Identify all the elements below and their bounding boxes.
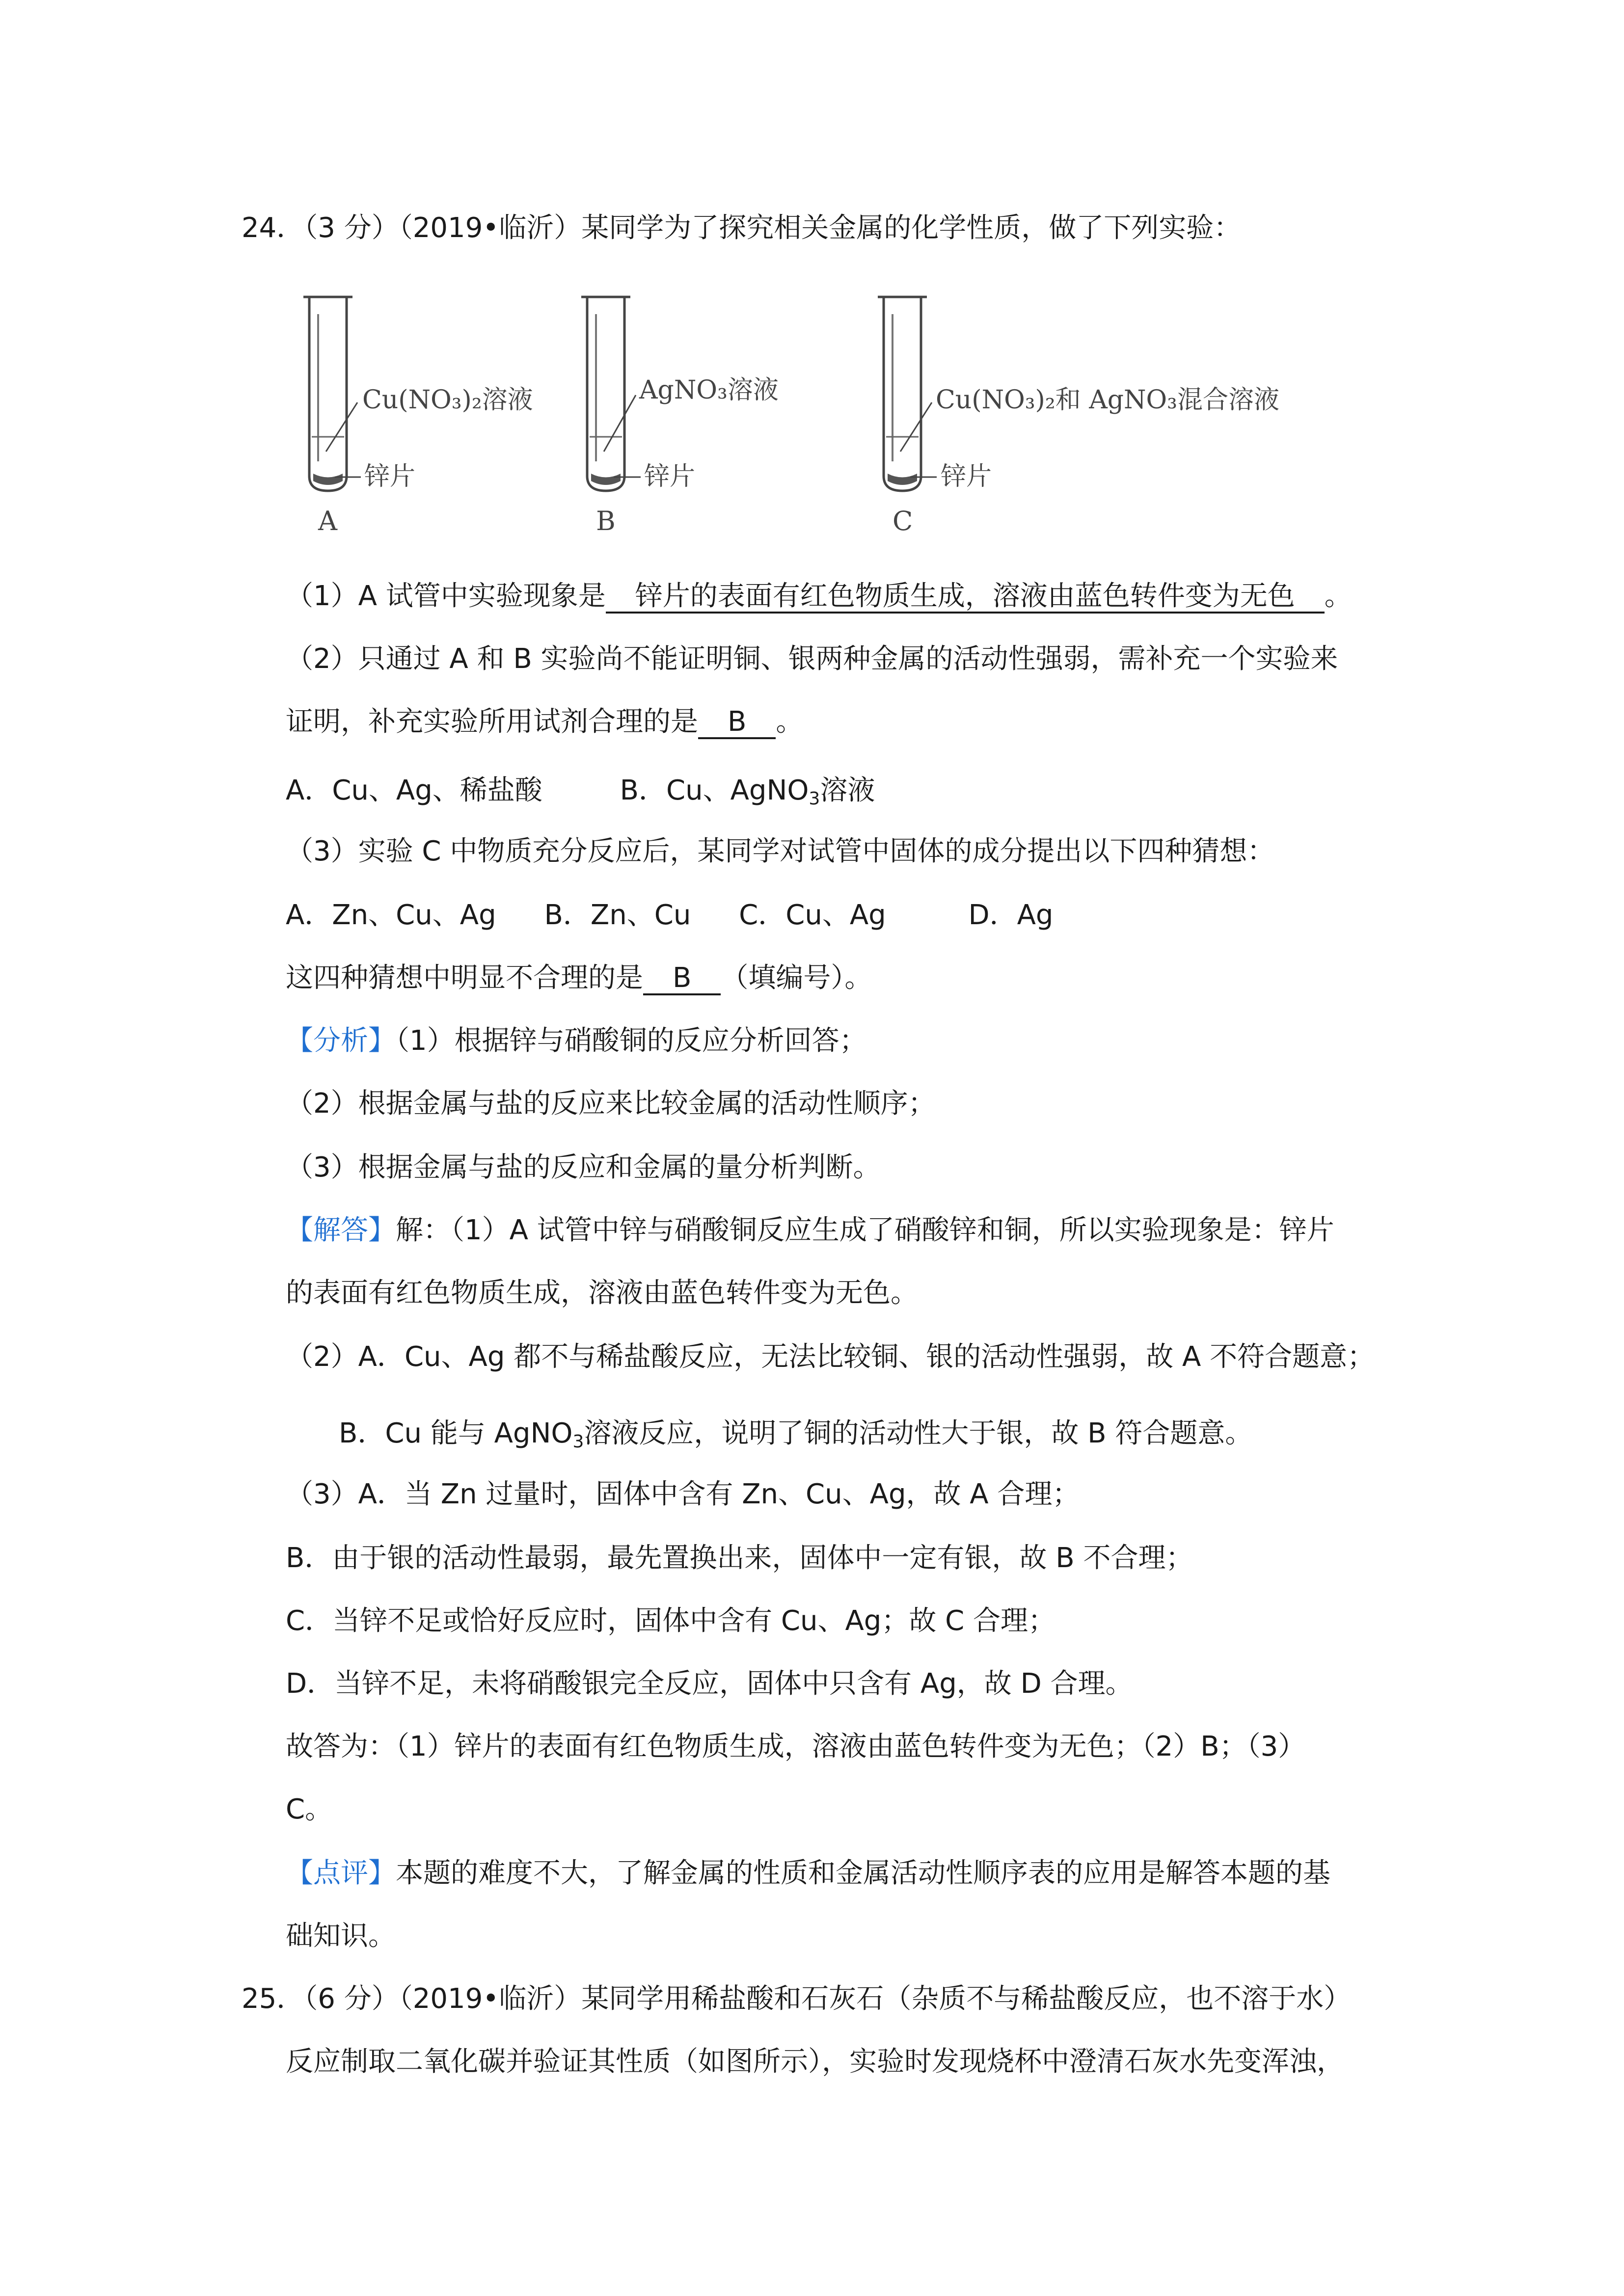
test-tube-figure: [275, 285, 1306, 545]
tube-c-solution-label: Cu(NO₃)₂和 AgNO₃混合溶液: [936, 385, 1280, 415]
q24-part3-choice-c: C．Cu、Ag: [739, 899, 886, 931]
q24-analysis-line1: 【分析】（1）根据锌与硝酸铜的反应分析回答；: [286, 1025, 867, 1057]
q24-solution-line5: （3）A．当 Zn 过量时，固体中含有 Zn、Cu、Ag，故 A 合理；: [286, 1478, 1080, 1510]
q24-part1-prefix: （1）A 试管中实验现象是: [286, 580, 606, 612]
tube-a-letter: A: [318, 506, 337, 536]
q24-part3-answer: B: [643, 963, 721, 995]
q24-review-line1: 【点评】本题的难度不大，了解金属的性质和金属活动性顺序表的应用是解答本题的基: [286, 1857, 1330, 1889]
q24-part2-line1: （2）只通过 A 和 B 实验尚不能证明铜、银两种金属的活动性强弱，需补充一个实验来: [286, 643, 1338, 675]
tube-c-solid-label: 锌片: [941, 462, 992, 491]
q24-solution-line8: D．当锌不足，未将硝酸银完全反应，固体中只含有 Ag，故 D 合理。: [286, 1668, 1133, 1700]
analysis-tag: 【分析】: [286, 1025, 396, 1057]
tube-b-letter: B: [596, 506, 616, 536]
q24-part3-prefix: 这四种猜想中明显不合理的是: [286, 962, 643, 994]
q24-part1-suffix: 。: [1324, 580, 1352, 612]
q25-line2: 反应制取二氧化碳并验证其性质（如图所示），实验时发现烧杯中澄清石灰水先变浑浊，: [286, 2046, 1344, 2078]
q24-part3-choice-a: A．Zn、Cu、Ag: [286, 899, 496, 931]
q24-part2-prefix: 证明，补充实验所用试剂合理的是: [286, 706, 698, 738]
tube-a-solid-label: 锌片: [364, 462, 416, 491]
q24-analysis-line2: （2）根据金属与盐的反应来比较金属的活动性顺序；: [286, 1088, 936, 1120]
q24-solution-line2: 的表面有红色物质生成，溶液由蓝色转件变为无色。: [286, 1277, 918, 1309]
q24-stem: 24．（3 分）（2019•临沂）某同学为了探究相关金属的化学性质，做了下列实验：: [242, 212, 1242, 244]
tube-a-solution-label: Cu(NO₃)₂溶液: [362, 385, 533, 415]
q24-part2-line2: [286, 705, 803, 739]
q24-solution-line6: B．由于银的活动性最弱，最先置换出来，固体中一定有银，故 B 不合理；: [286, 1542, 1193, 1574]
q24-part2-option-b: B．Cu、AgNO$_3$溶液: [620, 774, 875, 809]
q24-part2-answer: B: [698, 707, 776, 739]
q24-part3-suffix: （填编号）。: [721, 962, 872, 994]
test-tube-c: [878, 297, 1279, 536]
q24-part2-option-a: A．Cu、Ag、稀盐酸: [286, 774, 542, 806]
q24-solution-line7: C．当锌不足或恰好反应时，固体中含有 Cu、Ag；故 C 合理；: [286, 1605, 1056, 1637]
q24-analysis-line3: （3）根据金属与盐的反应和金属的量分析判断。: [286, 1151, 881, 1183]
tube-b-solid-label: 锌片: [644, 462, 696, 491]
q24-review-line2: 础知识。: [286, 1920, 396, 1952]
q24-part2-options: [286, 774, 875, 816]
q24-part1-answer: 锌片的表面有红色物质生成，溶液由蓝色转件变为无色: [606, 581, 1325, 614]
q24-part3-line3: [286, 961, 872, 995]
q24-solution-line3: （2）A．Cu、Ag 都不与稀盐酸反应，无法比较铜、银的活动性强弱，故 A 不符合题意；: [286, 1341, 1375, 1373]
q24-part3-choices: [286, 898, 1053, 933]
q24-solution-line4: B．Cu 能与 AgNO$_3$溶液反应，说明了铜的活动性大于银，故 B 符合题意。: [339, 1417, 1253, 1452]
test-tube-b: [581, 297, 779, 536]
test-tube-a: [303, 297, 533, 536]
tube-c-letter: C: [893, 506, 913, 536]
q24-solution-line10: C。: [286, 1793, 333, 1825]
q24-solution-line1: 【解答】解：（1）A 试管中锌与硝酸铜反应生成了硝酸锌和铜，所以实验现象是：锌片: [286, 1214, 1334, 1246]
q24-solution-line9: 故答为：（1）锌片的表面有红色物质生成，溶液由蓝色转件变为无色；（2）B；（3）: [286, 1731, 1306, 1762]
q24-part3-choice-b: B．Zn、Cu: [544, 899, 691, 931]
q24-part1: [286, 579, 1352, 614]
q24-part2-suffix: 。: [776, 706, 804, 738]
q25-line1: 25．（6 分）（2019•临沂）某同学用稀盐酸和石灰石（杂质不与稀盐酸反应，也不溶于水）: [242, 1983, 1352, 2015]
tube-b-solution-label: AgNO₃溶液: [639, 375, 779, 405]
q24-part3-line1: （3）实验 C 中物质充分反应后，某同学对试管中固体的成分提出以下四种猜想：: [286, 835, 1275, 867]
solution-tag: 【解答】: [286, 1214, 396, 1246]
q24-part3-choice-d: D．Ag: [968, 899, 1054, 931]
review-tag: 【点评】: [286, 1857, 396, 1889]
